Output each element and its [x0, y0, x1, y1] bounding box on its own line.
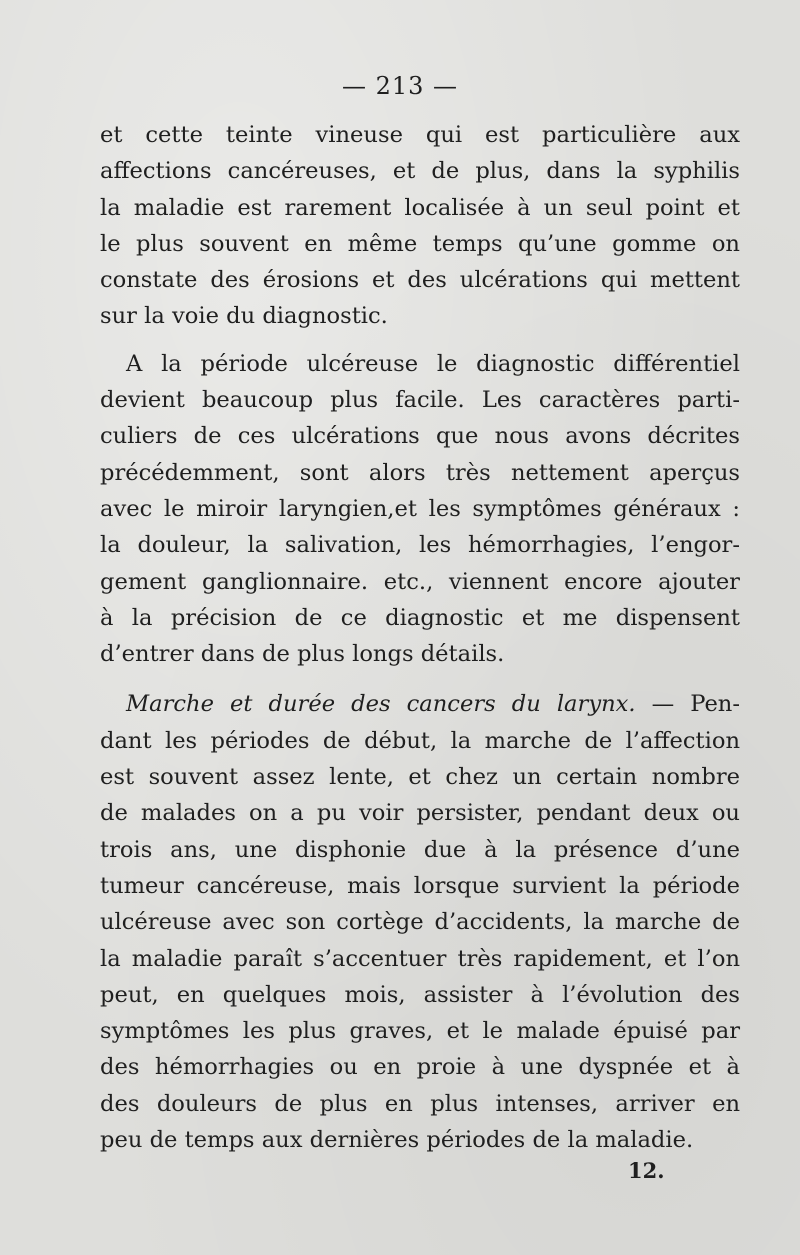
- text-line: peut, en quelques mois, assister à l’évolution des: [100, 981, 740, 1008]
- text-line: la douleur, la salivation, les hémorrhagies, l’engor-: [100, 532, 740, 559]
- text-line: avec le miroir laryngien,et les symptômes généraux :: [100, 495, 740, 522]
- text-line: de malades on a pu voir persister, pendant deux ou: [100, 800, 740, 827]
- printer-signature-mark: 12.: [628, 1158, 665, 1183]
- text-fragment: — Pen-: [635, 691, 740, 718]
- text-line: la maladie paraît s’accentuer très rapidement, et l’on: [100, 945, 740, 972]
- page-body: [100, 117, 740, 1158]
- text-line: sur la voie du diagnostic.: [100, 303, 388, 330]
- text-line: ulcéreuse avec son cortège d’accidents, la marche de: [100, 909, 740, 936]
- paragraph: [100, 346, 740, 673]
- text-line: précédemment, sont alors très nettement aperçus: [100, 459, 740, 486]
- text-line: dant les périodes de début, la marche de l’affection: [100, 727, 740, 754]
- text-line: trois ans, une disphonie due à la présence d’une: [100, 836, 740, 863]
- text-line: gement ganglionnaire. etc., viennent encore ajouter: [100, 568, 740, 595]
- text-line: A la période ulcéreuse le diagnostic différentiel: [126, 350, 740, 377]
- text-line: des hémorrhagies ou en proie à une dyspnée et à: [100, 1054, 740, 1081]
- text-line: est souvent assez lente, et chez un certain nombre: [100, 764, 740, 791]
- text-line: symptômes les plus graves, et le malade épuisé par: [100, 1018, 740, 1045]
- text-line: culiers de ces ulcérations que nous avons décrites: [100, 423, 740, 450]
- text-line: et cette teinte vineuse qui est particulière aux: [100, 122, 740, 148]
- text-line: constate des érosions et des ulcérations qui mettent: [100, 267, 740, 294]
- paragraph: [100, 686, 740, 1158]
- text-line: affections cancéreuses, et de plus, dans la syphilis: [100, 158, 740, 185]
- text-line: à la précision de ce diagnostic et me dispensent: [100, 604, 740, 631]
- section-heading: Marche et durée des cancers du larynx.: [126, 691, 636, 718]
- text-line: tumeur cancéreuse, mais lorsque survient la période: [100, 872, 740, 899]
- text-line: la maladie est rarement localisée à un seul point et: [100, 194, 740, 221]
- text-line: le plus souvent en même temps qu’une gomme on: [100, 230, 740, 257]
- text-line: [100, 686, 740, 722]
- text-line: peu de temps aux dernières périodes de la maladie.: [100, 1127, 694, 1154]
- text-line: d’entrer dans de plus longs détails.: [100, 641, 505, 668]
- text-line: devient beaucoup plus facile. Les caractères parti-: [100, 387, 740, 414]
- text-line: des douleurs de plus en plus intenses, arriver en: [100, 1090, 740, 1117]
- paragraph: [100, 117, 740, 335]
- page-number: — 213 —: [341, 72, 459, 100]
